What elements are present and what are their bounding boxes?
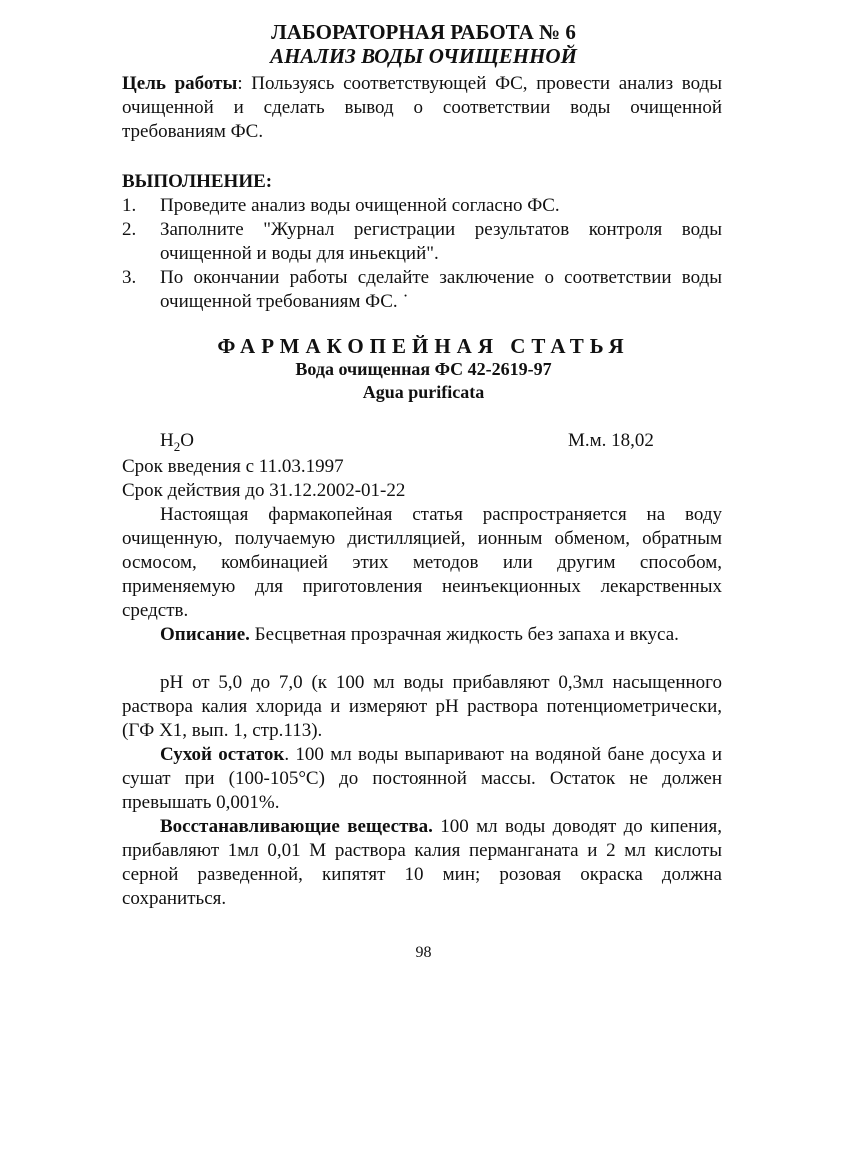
article-heading: ФАРМАКОПЕЙНАЯ СТАТЬЯ xyxy=(217,334,630,358)
list-item-number: 2. xyxy=(122,219,137,240)
list-item xyxy=(122,266,722,314)
list-item-text: Заполните "Журнал регистрации результатов контроля воды очищенной и воды для иньекций". xyxy=(160,219,722,264)
lab-subtitle: АНАЛИЗ ВОДЫ ОЧИЩЕННОЙ xyxy=(270,44,577,68)
list-item xyxy=(122,218,722,266)
description-text: Бесцветная прозрачная жидкость без запаха и вкуса. xyxy=(249,624,679,645)
goal-label: Цель работы xyxy=(122,73,238,94)
list-item-text: Проведите анализ воды очищенной согласно ФС. xyxy=(160,195,560,216)
validity-date: Срок действия до 31.12.2002-01-22 xyxy=(122,480,406,501)
chemical-formula: $H_2O$ xyxy=(160,430,194,454)
reducing-label: Восстанавливающие вещества. xyxy=(160,816,433,837)
dry-residue-text: . 100 мл воды выпаривают на водяной бане досуха и сушат при (100-105°С) до постоянной массы. Остаток не должен превышать 0,001%. xyxy=(122,744,722,813)
reducing-substances-paragraph xyxy=(122,815,722,911)
molar-mass: М.м. 18,02 xyxy=(568,430,654,451)
reducing-text: 100 мл воды доводят до кипения, прибавляют 1мл 0,01 М раствора калия перманганата и 2 мл кислоты серной разведенной, кипятят 10 мин; розовая окраска должна сохраниться. xyxy=(122,816,722,909)
list-item xyxy=(122,194,722,218)
page-number: 98 xyxy=(415,944,432,961)
dry-residue-paragraph xyxy=(122,743,722,815)
list-item-number: 3. xyxy=(122,267,137,288)
goal-paragraph xyxy=(122,72,722,144)
intro-date: Срок введения с 11.03.1997 xyxy=(122,456,344,477)
list-item-text: По окончании работы сделайте заключение о соответствии воды очищенной требованиям ФС. ˙ xyxy=(160,267,722,312)
description-label: Описание. xyxy=(160,624,250,645)
description-paragraph xyxy=(122,623,722,647)
article-latin: Agua purificata xyxy=(362,382,485,402)
list-item-number: 1. xyxy=(122,195,137,216)
dry-residue-label: Сухой остаток xyxy=(160,744,285,765)
lab-title: ЛАБОРАТОРНАЯ РАБОТА № 6 xyxy=(271,20,576,44)
ph-paragraph: pH от 5,0 до 7,0 (к 100 мл воды прибавляют 0,3мл насыщенного раствора калия хлорида и измеряют pH раствора потенциометрически, (ГФ X1, вып. 1, стр.113). xyxy=(122,672,722,741)
goal-text: : Пользуясь соответствующей ФС, провести анализ воды очищенной и сделать вывод о соответствии воды очищенной требованиям ФС. xyxy=(122,73,722,142)
article-name: Вода очищенная ФС 42-2619-97 xyxy=(295,359,552,379)
scope-paragraph: Настоящая фармакопейная статья распространяется на воду очищенную, получаемую дистилляцией, ионным обменом, обратным осмосом, комбинацией этих методов или другим способом, применяемую для приготовления неинъекционных лекарственных средств. xyxy=(122,504,722,621)
execution-heading: ВЫПОЛНЕНИЕ: xyxy=(122,171,273,192)
